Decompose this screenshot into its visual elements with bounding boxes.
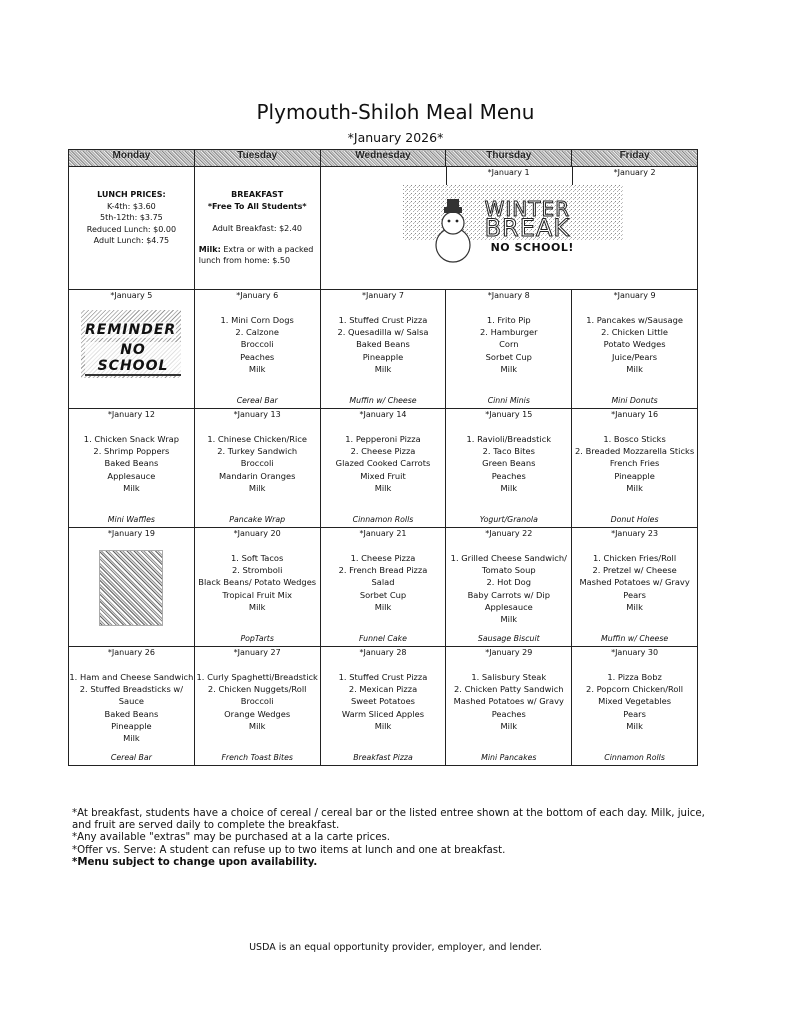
menu-item: Pears	[623, 589, 646, 600]
date-jan-2: *January 2	[613, 168, 656, 177]
menu-item: Peaches	[491, 470, 526, 481]
lunch-items	[572, 552, 697, 613]
menu-item: Milk	[626, 363, 643, 374]
menu-item: 2. French Bread Pizza	[338, 565, 428, 576]
page-title: Plymouth-Shiloh Meal Menu	[256, 100, 535, 124]
day-cell	[572, 409, 698, 528]
breakfast-entree: Mini Donuts	[611, 396, 658, 405]
day-header-tuesday: Tuesday	[194, 150, 320, 167]
breakfast-entree: Cereal Bar	[110, 753, 152, 762]
menu-item: 2. Cheese Pizza	[350, 446, 416, 457]
menu-item: 1. Pepperoni Pizza	[345, 434, 421, 444]
menu-item: 1. Mini Corn Dogs	[220, 315, 294, 325]
lunch-items	[572, 433, 697, 494]
menu-item: 2. Hot Dog	[486, 577, 532, 588]
day-cell	[194, 409, 320, 528]
week-row-2	[69, 290, 698, 409]
breakfast-entree: PopTarts	[240, 634, 274, 643]
day-cell	[320, 290, 446, 409]
menu-item: Milk	[248, 363, 266, 374]
page-subtitle: *January 2026*	[347, 130, 444, 145]
breakfast-entree: Muffin w/ Cheese	[600, 634, 669, 643]
menu-item: 2. Popcorn Chicken/Roll	[586, 684, 684, 695]
break-text: BREAK	[484, 214, 571, 242]
lunch-price-512: 5th-12th: $3.75	[100, 213, 163, 222]
menu-item: 2. Turkey Sandwich	[217, 446, 298, 457]
milk-text: Extra or with a packed lunch from home: $.50	[198, 244, 314, 265]
lunch-items	[69, 433, 194, 494]
menu-item: Applesauce	[107, 470, 156, 481]
note-extras: *Any available "extras" may be purchased at a la carte prices.	[72, 832, 391, 844]
menu-item: Mashed Potatoes w/ Gravy	[453, 696, 564, 707]
menu-item: Baked Beans	[104, 708, 159, 719]
lunch-price-reduced: Reduced Lunch: $0.00	[86, 224, 177, 234]
menu-item: Mixed Vegetables	[598, 696, 672, 707]
menu-item: French Fries	[609, 458, 660, 469]
day-date: *January 6	[236, 291, 279, 300]
lunch-items	[446, 671, 571, 732]
menu-item: 2. Taco Bites	[482, 446, 535, 457]
menu-item: 1. Pizza Bobz	[607, 672, 662, 682]
menu-item: 2. Hamburger	[480, 327, 538, 338]
breakfast-adult-price: Adult Breakfast: $2.40	[212, 224, 302, 233]
day-cell	[446, 290, 572, 409]
menu-item: Pineapple	[614, 470, 655, 481]
menu-item: Milk	[123, 482, 140, 493]
menu-item: Broccoli	[240, 696, 274, 707]
day-date: *January 19	[107, 529, 155, 538]
day-header-wednesday: Wednesday	[320, 150, 446, 167]
lunch-items	[195, 314, 320, 375]
day-cell	[320, 528, 446, 647]
menu-item: Orange Wedges	[224, 708, 291, 719]
milk-price	[195, 244, 320, 267]
breakfast-entree: Mini Waffles	[107, 515, 155, 524]
menu-item: 1. Chicken Snack Wrap	[83, 434, 179, 444]
menu-item: Baked Beans	[356, 339, 410, 350]
lunch-items	[321, 552, 446, 613]
menu-item: 1. Stuffed Crust Pizza	[338, 315, 428, 325]
day-date: *January 7	[362, 291, 404, 300]
menu-item: 2. Chicken Little	[601, 327, 668, 338]
menu-item: 1. Chinese Chicken/Rice	[207, 434, 308, 444]
menu-item: Juice/Pears	[612, 351, 658, 362]
menu-item: Pears	[623, 708, 646, 719]
winter-text: WINTER	[484, 197, 570, 221]
menu-item: 2. Stuffed Breadsticks w/ Sauce	[79, 684, 184, 707]
day-cell	[320, 409, 446, 528]
menu-item: Warm Sliced Apples	[341, 708, 425, 719]
lunch-price-k4: K-4th: $3.60	[107, 201, 156, 211]
date-jan-1: *January 1	[487, 168, 530, 177]
day-date: *January 9	[613, 291, 656, 300]
day-cell	[320, 647, 446, 766]
menu-item: Mixed Fruit	[360, 470, 406, 481]
lunch-items	[446, 552, 571, 625]
breakfast-entree: Pancake Wrap	[229, 515, 286, 524]
menu-item: Corn	[499, 339, 519, 350]
menu-item: Milk	[626, 720, 643, 731]
day-cell	[194, 528, 320, 647]
menu-item: 2. Calzone	[235, 327, 279, 338]
menu-item: Milk	[500, 614, 518, 625]
menu-item: 1. Ham and Cheese Sandwich	[69, 672, 194, 682]
menu-item: Broccoli	[240, 339, 274, 350]
breakfast-info-cell	[194, 167, 320, 290]
breakfast-free: *Free To All Students*	[207, 201, 307, 211]
menu-item: Broccoli	[240, 458, 274, 469]
breakfast-entree: Cinnamon Rolls	[352, 515, 414, 524]
week-row-5	[69, 647, 698, 766]
menu-item: 2. Breaded Mozzarella Sticks	[575, 446, 695, 457]
menu-item: 1. Cheese Pizza	[350, 553, 416, 563]
menu-item: 2. Quesadilla w/ Salsa	[337, 327, 429, 338]
day-date: *January 14	[359, 410, 407, 419]
breakfast-entree: Cereal Bar	[236, 396, 278, 405]
breakfast-entree: Funnel Cake	[359, 634, 407, 643]
menu-item: Milk	[248, 482, 266, 493]
breakfast-entree: Cinnamon Rolls	[604, 753, 665, 762]
day-date: *January 16	[611, 410, 659, 419]
menu-item: 2. Chicken Nuggets/Roll	[207, 684, 307, 695]
winter-break-cell	[320, 167, 697, 290]
menu-item: Salad	[371, 577, 395, 588]
menu-item: 2. Stromboli	[231, 565, 283, 576]
breakfast-entree: Donut Holes	[610, 515, 659, 524]
breakfast-entree: French Toast Bites	[221, 753, 293, 762]
menu-item: Black Beans/ Potato Wedges	[198, 577, 317, 588]
breakfast-entree: Mini Pancakes	[481, 753, 537, 762]
menu-item: Milk	[374, 482, 392, 493]
reminder-no-school-graphic	[81, 310, 181, 378]
lunch-items	[321, 314, 446, 375]
menu-item: Sweet Potatoes	[350, 696, 415, 707]
menu-item: Baby Carrots w/ Dip	[467, 589, 550, 600]
week-row-4	[69, 528, 698, 647]
day-cell	[572, 528, 698, 647]
milk-label: Milk:	[198, 244, 221, 254]
lunch-items	[69, 671, 194, 744]
menu-item: Milk	[248, 601, 266, 612]
day-cell	[69, 647, 195, 766]
menu-item: 1. Curly Spaghetti/Breadstick	[196, 672, 318, 682]
lunch-items	[195, 552, 320, 613]
menu-item: Peaches	[491, 708, 526, 719]
breakfast-entree: Cinni Minis	[487, 396, 530, 405]
menu-item: Pineapple	[111, 720, 152, 731]
lunch-items	[195, 433, 320, 494]
menu-item: Tomato Soup	[481, 565, 536, 576]
menu-item: Applesauce	[484, 601, 533, 612]
menu-item: Green Beans	[482, 458, 536, 469]
menu-item: Mandarin Oranges	[218, 470, 296, 481]
reminder-text: REMINDER	[85, 322, 177, 338]
lunch-items	[446, 433, 571, 494]
menu-item: 1. Pancakes w/Sausage	[586, 315, 683, 325]
menu-item: Baked Beans	[104, 458, 159, 469]
day-cell	[446, 528, 572, 647]
menu-item: Milk	[248, 720, 266, 731]
day-date: *January 8	[487, 291, 530, 300]
breakfast-entree: Sausage Biscuit	[477, 634, 540, 643]
day-cell	[446, 647, 572, 766]
menu-item: 2. Pretzel w/ Cheese	[592, 565, 677, 576]
menu-item: Tropical Fruit Mix	[222, 589, 293, 600]
menu-item: Milk	[374, 720, 392, 731]
day-header-row	[69, 150, 698, 167]
menu-item: Milk	[123, 733, 140, 744]
lunch-items	[446, 314, 571, 375]
day-date: *January 13	[233, 410, 281, 419]
day-date: *January 23	[611, 529, 659, 538]
menu-item: Pineapple	[362, 351, 404, 362]
lunch-items	[572, 671, 697, 732]
day-date: *January 29	[485, 648, 533, 657]
no-school-text: NO SCHOOL!	[490, 241, 574, 254]
menu-item: Milk	[626, 482, 643, 493]
note-breakfast: *At breakfast, students have a choice of cereal / cereal bar or the listed entree shown at the bottom of each day. Milk, juice, and fruit are served daily to complete the breakfast.	[72, 808, 705, 832]
day-cell	[194, 647, 320, 766]
note-subject-change: *Menu subject to change upon availability.	[72, 856, 318, 868]
day-date: *January 5	[110, 291, 153, 300]
breakfast-title: BREAKFAST	[231, 190, 284, 199]
menu-item: Milk	[374, 601, 392, 612]
day-date: *January 26	[107, 648, 155, 657]
menu-item: Milk	[500, 720, 518, 731]
day-date: *January 21	[359, 529, 407, 538]
day-cell	[572, 647, 698, 766]
lunch-prices-title: LUNCH PRICES:	[97, 190, 166, 199]
day-date: *January 15	[485, 410, 533, 419]
no-school-graphic	[99, 550, 163, 626]
day-cell	[446, 409, 572, 528]
menu-item: 1. Ravioli/Breadstick	[466, 434, 552, 444]
menu-item: Milk	[374, 363, 392, 374]
week-row-1	[69, 167, 698, 290]
menu-item: Milk	[500, 363, 518, 374]
day-header-thursday: Thursday	[446, 150, 572, 167]
day-cell	[69, 409, 195, 528]
lunch-items	[572, 314, 697, 375]
menu-item: Milk	[626, 601, 643, 612]
breakfast-entree: Muffin w/ Cheese	[349, 396, 417, 405]
lunch-items	[195, 671, 320, 732]
menu-item: 1. Salisbury Steak	[471, 672, 547, 682]
menu-item: Glazed Cooked Carrots	[335, 458, 431, 469]
menu-item: 1. Grilled Cheese Sandwich/	[450, 553, 567, 563]
menu-item: 1. Chicken Fries/Roll	[593, 553, 677, 563]
usda-footer: USDA is an equal opportunity provider, employer, and lender.	[249, 942, 542, 953]
week-row-3	[69, 409, 698, 528]
day-date: *January 20	[233, 529, 281, 538]
menu-item: 1. Bosco Sticks	[603, 434, 666, 444]
winter-break-graphic	[403, 185, 623, 267]
menu-item: 2. Mexican Pizza	[348, 684, 418, 695]
breakfast-entree: Breakfast Pizza	[353, 753, 413, 762]
menu-item: 2. Chicken Patty Sandwich	[454, 684, 564, 695]
note-offer-serve: *Offer vs. Serve: A student can refuse up to two items at lunch and one at breakfast.	[72, 844, 506, 856]
day-cell	[572, 290, 698, 409]
footnotes	[72, 808, 722, 869]
menu-item: Peaches	[240, 351, 275, 362]
lunch-price-adult: Adult Lunch: $4.75	[93, 236, 170, 245]
day-date: *January 12	[107, 410, 155, 419]
menu-item: 1. Frito Pip	[486, 315, 531, 325]
menu-item: Mashed Potatoes w/ Gravy	[579, 577, 690, 588]
day-cell	[69, 290, 195, 409]
day-date: *January 30	[611, 648, 659, 657]
lunch-items	[321, 433, 446, 494]
menu-item: Milk	[500, 482, 518, 493]
day-date: *January 22	[485, 529, 533, 538]
day-date: *January 27	[233, 648, 281, 657]
menu-item: 1. Stuffed Crust Pizza	[338, 672, 428, 682]
day-cell	[194, 290, 320, 409]
menu-item: 1. Soft Tacos	[231, 553, 284, 563]
day-header-friday: Friday	[572, 150, 698, 167]
weeks-body	[69, 290, 698, 766]
menu-item: Sorbet Cup	[485, 351, 532, 362]
menu-item: Potato Wedges	[603, 339, 666, 350]
day-header-monday: Monday	[69, 150, 195, 167]
menu-calendar	[68, 149, 698, 766]
breakfast-entree: Yogurt/Granola	[479, 515, 538, 524]
no-school-reminder-text: NO SCHOOL	[85, 342, 181, 376]
menu-item: 2. Shrimp Poppers	[93, 446, 170, 457]
lunch-prices-cell	[69, 167, 195, 290]
lunch-items	[321, 671, 446, 732]
menu-item: Sorbet Cup	[359, 589, 407, 600]
day-date: *January 28	[359, 648, 407, 657]
day-cell	[69, 528, 195, 647]
